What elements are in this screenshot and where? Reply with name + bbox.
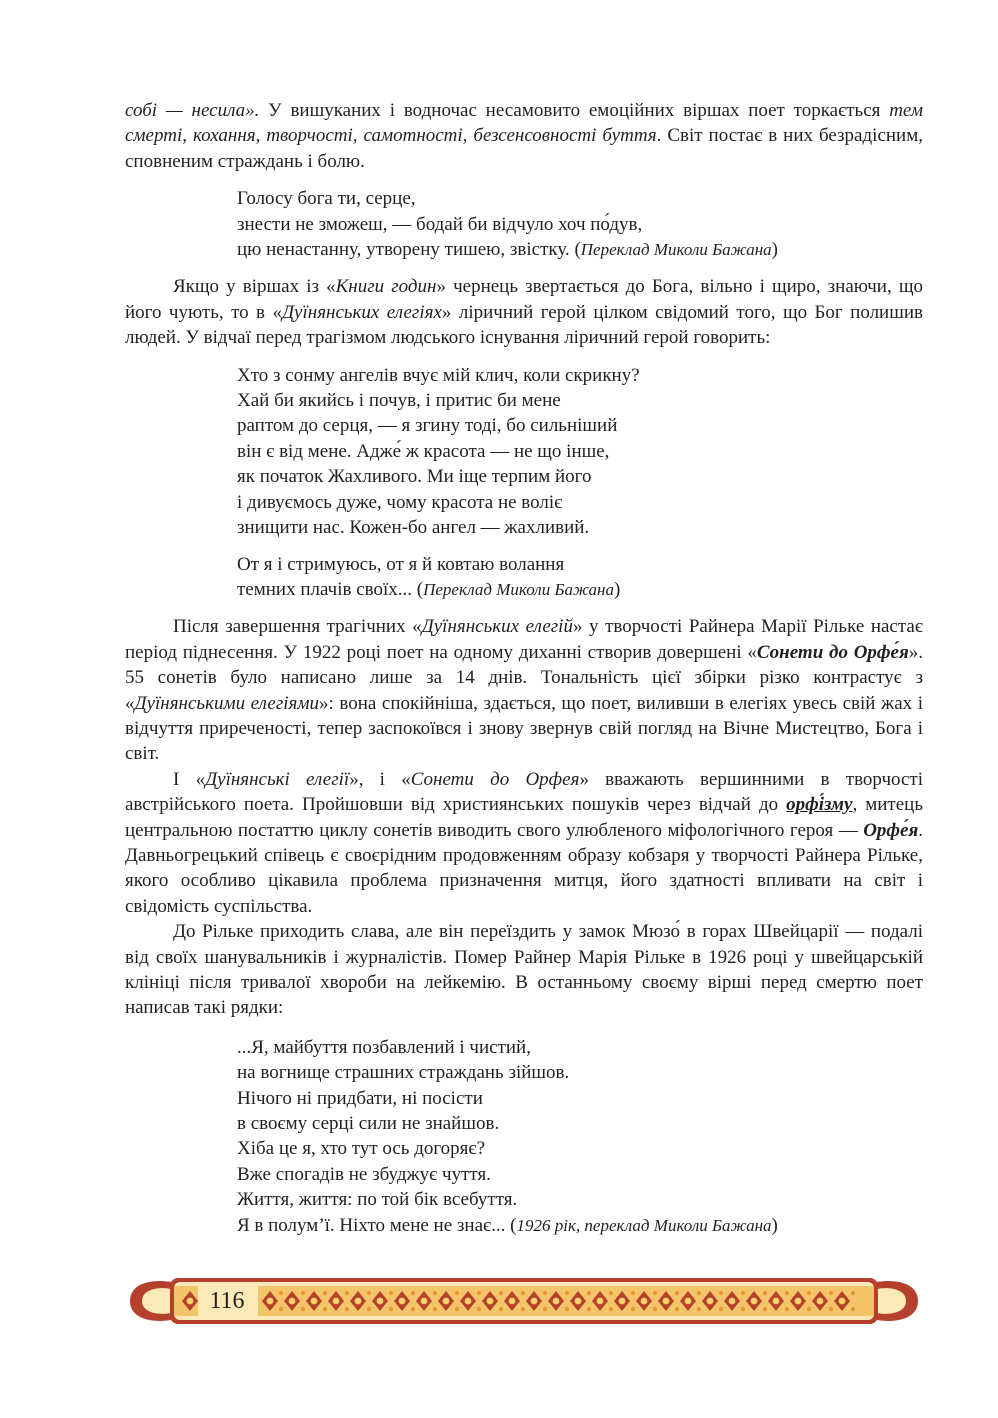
verse-line: цю ненастанну, утворену тишею, звістку. (Переклад Миколи Бажана) [237, 239, 778, 261]
verse-stanza [237, 363, 923, 541]
verse-line: він є від мене. Адже́ ж красота — не що інше, [237, 440, 610, 462]
verse-line: раптом до серця, — я згину тоді, бо сильніший [237, 415, 618, 437]
paragraph-2: Якщо у віршах із «Книги годин» чернець звертається до Бога, вільно і щиро, знаючи, що його чують, то в «Дуїнянських елегіях» ліричний герой цілком свідомий того, що Бог полишив людей. У відчаї перед трагізмом людського існування ліричний герой говорить: [125, 276, 923, 349]
term-orpheus: Орфе́я [863, 819, 919, 841]
verse-line: Хто з сонму ангелів вчує мій клич, коли скрикну? [237, 364, 640, 386]
verse-source: (Переклад Миколи Бажана) [569, 239, 778, 261]
quote-end: собі — несила». [125, 100, 260, 121]
verse-stanza [237, 552, 923, 603]
verse-line: Життя, життя: по той бік всебуття. [237, 1189, 518, 1211]
paragraph-3: Після завершення трагічних «Дуїнянських елегій» у творчості Райнера Марії Рільке настає період піднесення. У 1922 році поет на одному диханні створив довершені «Сонети до Орфе́я». 55 сонетів було написано лише за 14 днів. Тональність цієї збірки різко контрастує з «Дуїнянськими елегіями»: вона спокійніша, здається, що поет, виливши в елегіях увесь свій жах і відчуття приреченості, тепер заспокоївся і знову звернув свій погляд на Вічне Мистецтво, Бога і світ. [125, 616, 923, 765]
verse-line: знести не зможеш, — бодай би відчуло хоч по́дув, [237, 213, 643, 235]
page-number: 116 [209, 1288, 245, 1314]
verse-line: От я і стримуюсь, от я й ковтаю волання [237, 553, 565, 575]
verse-line: на вогнище страшних страждань зійшов. [237, 1062, 570, 1084]
verse-line: знищити нас. Кожен-бо ангел — жахливий. [237, 517, 590, 539]
themes-italic: тем смерті, кохання, творчості, самотності, безсенсовності буття [125, 100, 924, 147]
page-body [125, 98, 923, 1250]
paragraph-4: І «Дуїнянські елегії», і «Сонети до Орфея» вважають вершинними в творчості австрійського поета. Пройшовши від християнських пошуків через відчай до орфі́зму, митець центральною постаттю циклу сонетів виводить свого улюбленого міфологічного героя — Орфе́я. Давньогрецький співець є своєрідним продовженням образу кобзаря у творчості Райнера Рільке, якого особливо цікавила проблема призначення митця, його здатності впливати на світ і свідомість суспільства. [125, 768, 924, 917]
verse-stanza [237, 1035, 923, 1238]
verse-line: Голосу бога ти, серце, [237, 188, 416, 210]
verse-line: темних плачів своїх... (Переклад Миколи Бажана) [237, 578, 621, 600]
verse-line: в своєму серці сили не знайшов. [237, 1113, 500, 1135]
verse-line: Нічого ні придбати, ні посісти [237, 1087, 483, 1109]
verse-3 [237, 1035, 923, 1238]
verse-line: Я в полум’ї. Ніхто мене не знає... (1926 рік, переклад Миколи Бажана) [237, 1214, 778, 1236]
verse-line: Хіба це я, хто тут ось догоряє? [237, 1138, 486, 1160]
verse-2 [237, 363, 923, 603]
verse-line: як початок Жахливого. Ми іще терпим його [237, 466, 592, 488]
term-orphism: орфі́зму [786, 794, 853, 816]
verse-line: і дивуємось дуже, чому красота не воліє [237, 491, 563, 513]
footer-ornament [120, 1270, 928, 1332]
verse-line: ...Я, майбуття позбавлений і чистий, [237, 1036, 531, 1058]
verse-line: Вже спогадів не збуджує чуття. [237, 1163, 491, 1185]
verse-line: Хай би якийсь і почув, і притис би мене [237, 390, 561, 412]
paragraph-5: До Рільке приходить слава, але він переїздить у замок Мюзо́ в горах Швейцарії — подалі від своїх шанувальників і журналістів. Помер Райнер Марія Рільке в 1926 році у швейцарській клініці після тривалої хвороби на лейкемію. В останньому своєму вірші перед смертю поет написав такі рядки: [125, 921, 923, 1019]
verse-1 [237, 186, 923, 262]
verse-source: (1926 рік, переклад Миколи Бажана) [505, 1214, 778, 1236]
verse-stanza [237, 186, 923, 262]
verse-source: (Переклад Миколи Бажана) [412, 578, 621, 600]
paragraph-1: собі — несила». У вишуканих і водночас несамовито емоційних віршах поет торкається тем смерті, кохання, творчості, самотності, безсенсовності буття. Світ постає в них безрадісним, сповненим страждань і болю. [125, 100, 924, 172]
